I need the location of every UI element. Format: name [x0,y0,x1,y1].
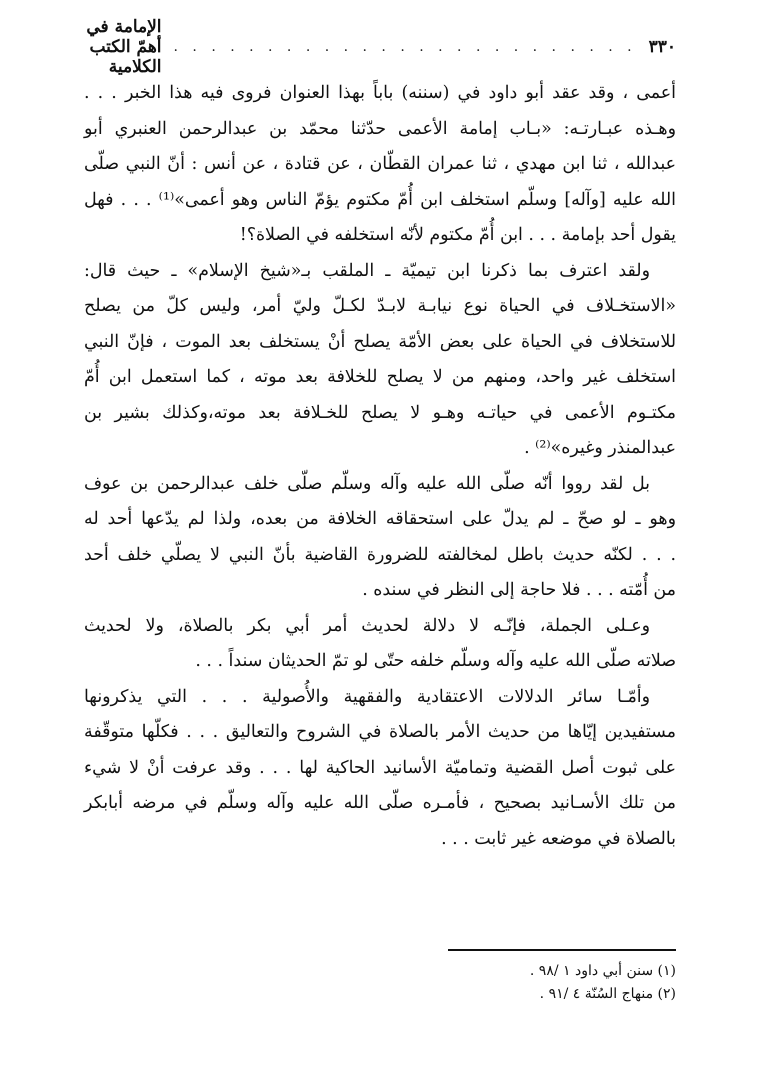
text-line: . . . لكنّه حديث باطل لمخالفته للضرورة القاضية بأنّ النبي لا يصلّي خلف أحد [84,544,676,565]
text-line: ولقد اعترف بما ذكرنا ابن تيميّة ـ الملقب بـ«شيخ الإسلام» ـ حيث قال: [84,260,650,281]
text-line: عبدالله ، ثنا ابن مهدي ، ثنا عمران القطّان ، عن قتادة ، عن أنس : أنّ النبي صلّى [84,154,676,174]
footnotes [84,960,676,1006]
text-line: استخلف غير واحد، ومنهم من لا يصلح للخلافة بعد موته ، كما استعمل ابن أُمّ [84,367,676,387]
text-line: الله عليه [وآله] وسلّم استخلف ابن أُمّ مكتوم يؤمّ الناس وهو أعمى»⁽¹⁾ . . . فهل [84,189,676,210]
header-leader-dots: . . . . . . . . . . . . . . . . . . . . . . . . . [173,39,637,55]
text-line: «الاستخـلاف في الحياة نوع نيابـة لابـدّ لكـلّ وليّ أمر، وليس كلّ من يصلح [84,296,676,316]
text-line: صلاته صلّى الله عليه وآله وسلّم خلفه حتّى لو تمّ الحديثان سنداً . . . [195,651,676,671]
text-line: على ثبوت أصل القضية وتماميّة الأسانيد الحاكية لها . . . وقد عرفت أنْ لا شيء [84,757,676,778]
text-line: وأمّـا سائر الدلالات الاعتقادية والفقهية والأُصولية . . . التي يذكرونها [84,686,650,707]
running-title: الإمامة في أهمّ الكتب الكلامية [86,17,162,77]
text-line: يقول أحد بإمامة . . . ابن أُمّ مكتوم لأنّه استخلفه في الصلاة؟! [239,225,676,245]
body-text [84,76,676,857]
text-line: وهو ـ لو صحّ ـ لم يدلّ على استحقاقه الخلافة من بعده، ولذا لم يدّعها أحد له [84,509,676,529]
text-line: مستفيدين إيّاها من حديث الأمر بالصلاة في الشروح والتعاليق . . . فكلّها متوقّفة [84,722,676,742]
text-line: وهـذه عبـارتـه: «بـاب إمامة الأعمى حدّثنا محمّد بن عبدالرحمن العنبري أبو [84,118,676,139]
text-line: بالصلاة في موضعه غير ثابت . . . [441,828,676,849]
text-line: من أُمّته . . . فلا حاجة إلى النظر في سنده . [362,580,676,600]
page-number: ٣٣٠ [648,37,676,57]
page-header [80,17,676,77]
footnote-separator [448,949,676,951]
text-line: من تلك الأسـانيد بصحيح ، فأمـره صلّى الله عليه وآله وسلّم في مرضه أبابكر [84,793,676,813]
text-line: للاستخلاف في الحياة على بعض الأمّة يصلح أنْ يستخلف بعد الموت ، فإنّ النبي [84,331,676,352]
text-line: مكتـوم الأعمى في حياتـه وهـو لا يصلح للخـلافة بعد موته،وكذلك بشير بن [84,402,676,423]
text-line: وعـلى الجملة، فإنّـه لا دلالة لحديث أمر أبي بكر بالصلاة، ولا لحديث [84,615,650,636]
footnote-2: (٢) منهاج السُنّة ٤ /٩١ . [539,986,676,1002]
text-line: عبدالمنذر وغيره»⁽²⁾ . [524,438,676,458]
text-line: بل لقد رووا أنّه صلّى الله عليه وآله وسلّم صلّى خلف عبدالرحمن بن عوف [84,473,650,494]
footnote-1: (١) سنن أبي داود ١ /٩٨ . [529,963,676,979]
text-line: أعمى ، وقد عقد أبو داود في (سننه) باباً بهذا العنوان فروى فيه هذا الخبر . . . [84,83,676,103]
